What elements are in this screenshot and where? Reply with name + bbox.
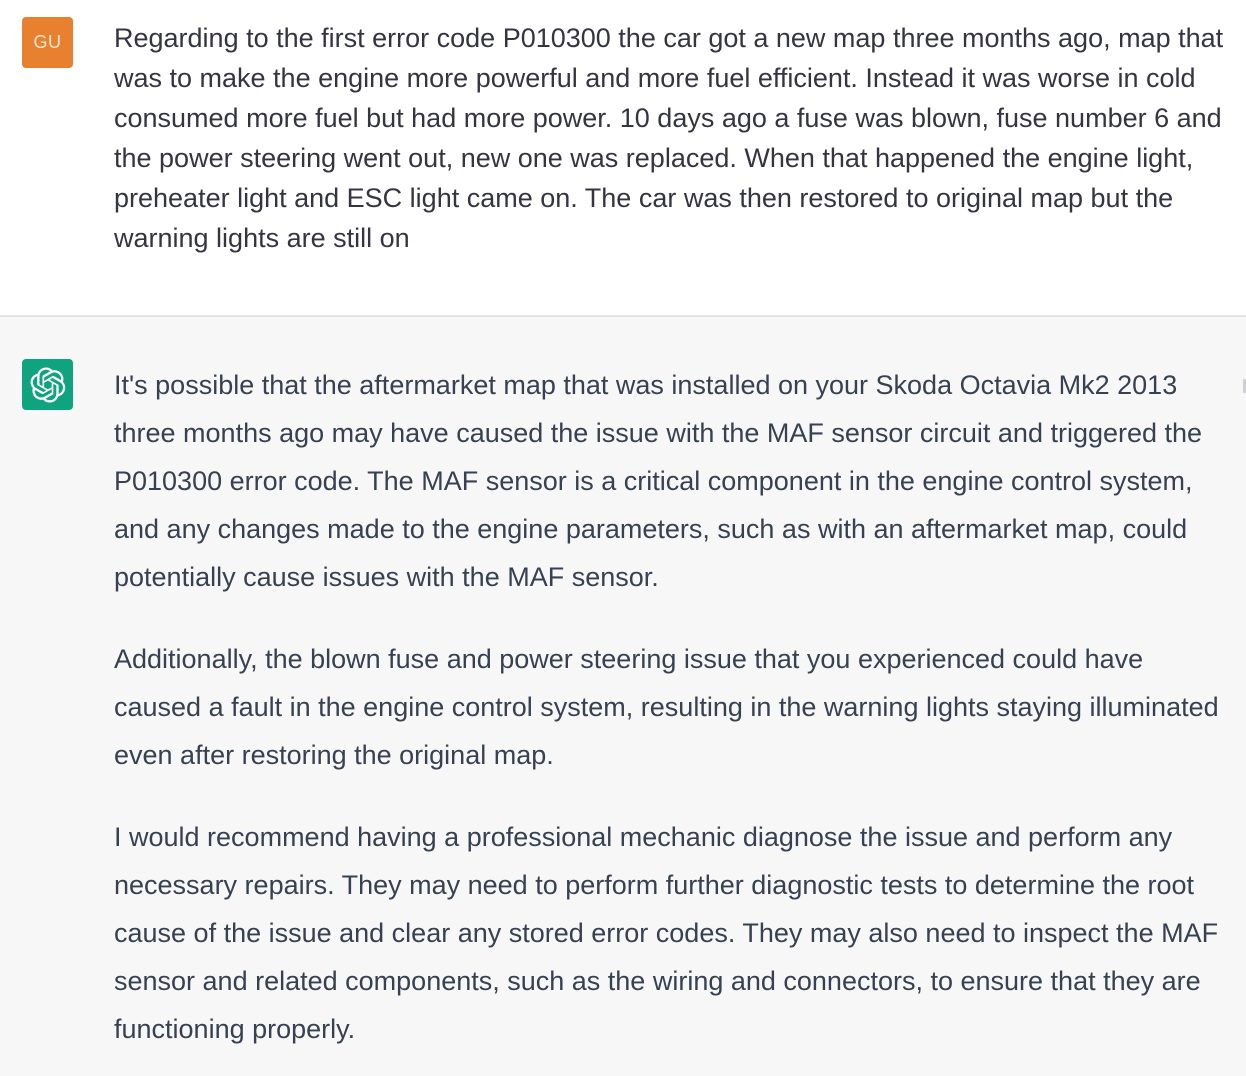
user-message-text: Regarding to the first error code P010300 the car got a new map three months ago, map that was to make the engine more powerful and more fuel efficient. Instead it was worse in cold consumed more fuel but had more power. 10 days ago a fuse was blown, fuse number 6 and the power steering went out, new one was replaced. When that happened the engine light, preheater light and ESC light came on. The car was then restored to original map but the warning lights are still on bbox=[114, 23, 1224, 253]
user-message-content bbox=[114, 18, 1226, 258]
assistant-avatar bbox=[22, 359, 73, 410]
assistant-paragraph-1: It's possible that the aftermarket map that was installed on your Skoda Octavia Mk2 2013 three months ago may have caused the issue with the MAF sensor circuit and triggered the P010300 error code. The MAF sensor is a critical component in the engine control system, and any changes made to the engine parameters, such as with an aftermarket map, could potentially cause issues with the MAF sensor. bbox=[114, 370, 1203, 592]
user-avatar-initials: GU bbox=[33, 32, 62, 52]
assistant-paragraph-2: Additionally, the blown fuse and power steering issue that you experienced could have caused a fault in the engine control system, resulting in the warning lights staying illuminated even after restoring the original map. bbox=[114, 644, 1219, 770]
assistant-message bbox=[0, 317, 1246, 1074]
user-avatar bbox=[22, 17, 73, 68]
openai-logo-icon bbox=[30, 367, 66, 403]
user-message bbox=[0, 0, 1246, 317]
assistant-message-content bbox=[114, 361, 1226, 1053]
assistant-paragraph-3: I would recommend having a professional mechanic diagnose the issue and perform any necessary repairs. They may need to perform further diagnostic tests to determine the root cause of the issue and clear any stored error codes. They may also need to inspect the MAF sensor and related components, such as the wiring and connectors, to ensure that they are functioning properly. bbox=[114, 822, 1219, 1044]
